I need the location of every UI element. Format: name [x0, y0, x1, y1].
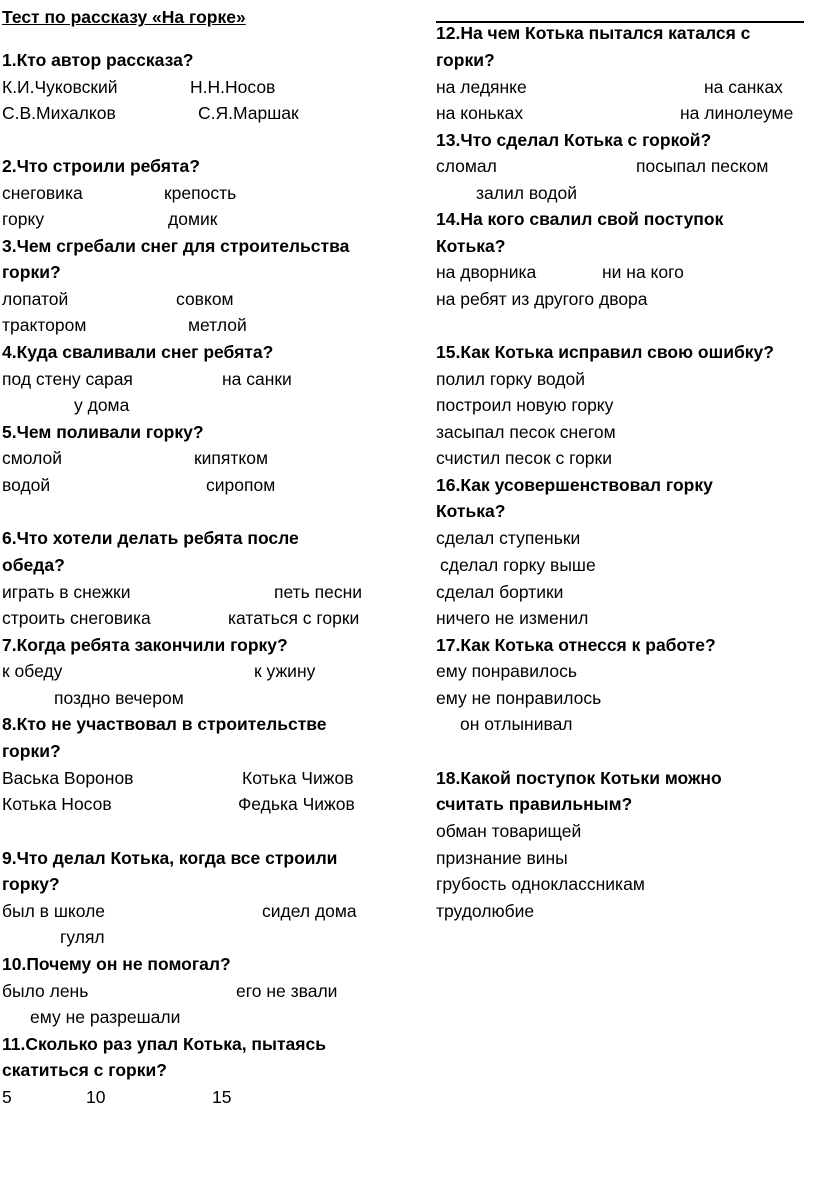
- answer-option: С.В.Михалков: [2, 103, 116, 123]
- answer-option: на коньках: [436, 103, 524, 123]
- question-text: 9.Что делал Котька, когда все строили: [2, 848, 338, 868]
- question-text: 17.Как Котька отнесся к работе?: [436, 635, 716, 655]
- question-text: 2.Что строили ребята?: [2, 156, 200, 176]
- question-text: горки?: [436, 50, 495, 70]
- answer-option: поздно вечером: [54, 688, 184, 708]
- answer-option: сделал ступеньки: [436, 528, 581, 548]
- question-text: 3.Чем сгребали снег для строительства: [2, 236, 350, 256]
- answer-option: под стену сарая: [2, 369, 133, 389]
- answer-option: 15: [212, 1087, 232, 1107]
- answer-option: посыпал песком: [636, 156, 769, 176]
- question-text: 13.Что сделал Котька с горкой?: [436, 130, 712, 150]
- answer-option: его не звали: [236, 981, 338, 1001]
- answer-option: у дома: [74, 395, 130, 415]
- answer-option: сделал горку выше: [440, 555, 596, 575]
- answer-option: ему не разрешали: [30, 1007, 181, 1027]
- question-text: 8.Кто не участвовал в строительстве: [2, 714, 327, 734]
- answer-option: на ребят из другого двора: [436, 289, 648, 309]
- answer-option: признание вины: [436, 848, 568, 868]
- question-text: 12.На чем Котька пытался катался с: [436, 23, 751, 43]
- question-text: 11.Сколько раз упал Котька, пытаясь: [2, 1034, 326, 1054]
- answer-option: лопатой: [2, 289, 69, 309]
- answer-option: крепость: [164, 183, 237, 203]
- answer-option: 10: [86, 1087, 106, 1107]
- answer-option: К.И.Чуковский: [2, 77, 118, 97]
- answer-option: Федька Чижов: [238, 794, 355, 814]
- answer-option: сломал: [436, 156, 497, 176]
- question-text: 14.На кого свалил свой поступок: [436, 209, 724, 229]
- answer-option: на санки: [222, 369, 292, 389]
- answer-option: залил водой: [476, 183, 577, 203]
- question-text: 7.Когда ребята закончили горку?: [2, 635, 288, 655]
- answer-option: на ледянке: [436, 77, 527, 97]
- answer-option: строить снеговика: [2, 608, 151, 628]
- answer-option: гулял: [60, 927, 105, 947]
- question-text: 6.Что хотели делать ребята после: [2, 528, 299, 548]
- question-text: горку?: [2, 874, 60, 894]
- answer-option: построил новую горку: [436, 395, 614, 415]
- answer-option: метлой: [188, 315, 247, 335]
- answer-option: ни на кого: [602, 262, 684, 282]
- answer-option: петь песни: [274, 582, 363, 602]
- answer-option: обман товарищей: [436, 821, 582, 841]
- answer-option: засыпал песок снегом: [436, 422, 616, 442]
- answer-option: кататься с горки: [228, 608, 360, 628]
- answer-option: сиропом: [206, 475, 276, 495]
- answer-option: 5: [2, 1087, 12, 1107]
- answer-option: к обеду: [2, 661, 63, 681]
- answer-option: играть в снежки: [2, 582, 131, 602]
- answer-option: трудолюбие: [436, 901, 535, 921]
- answer-option: на дворника: [436, 262, 537, 282]
- question-text: считать правильным?: [436, 794, 633, 814]
- question-text: 16.Как усовершенствовал горку: [436, 475, 713, 495]
- question-text: 18.Какой поступок Котьки можно: [436, 768, 722, 788]
- page-title: Тест по рассказу «На горке»: [2, 7, 246, 27]
- answer-option: горку: [2, 209, 45, 229]
- answer-option: грубость одноклассникам: [436, 874, 645, 894]
- answer-option: на линолеуме: [680, 103, 794, 123]
- answer-option: Васька Воронов: [2, 768, 134, 788]
- answer-option: ему понравилось: [436, 661, 577, 681]
- answer-option: водой: [2, 475, 51, 495]
- answer-option: Н.Н.Носов: [190, 77, 276, 97]
- answer-option: трактором: [2, 315, 87, 335]
- question-text: обеда?: [2, 555, 65, 575]
- answer-option: сидел дома: [262, 901, 357, 921]
- answer-option: был в школе: [2, 901, 106, 921]
- answer-option: было лень: [2, 981, 89, 1001]
- answer-option: к ужину: [254, 661, 316, 681]
- answer-option: совком: [176, 289, 234, 309]
- answer-option: он отлынивал: [460, 714, 573, 734]
- question-text: 15.Как Котька исправил свою ошибку?: [436, 342, 774, 362]
- answer-option: сделал бортики: [436, 582, 564, 602]
- question-text: 1.Кто автор рассказа?: [2, 50, 194, 70]
- question-text: 5.Чем поливали горку?: [2, 422, 204, 442]
- answer-option: полил горку водой: [436, 369, 585, 389]
- answer-option: на санках: [704, 77, 783, 97]
- answer-option: кипятком: [194, 448, 269, 468]
- answer-option: смолой: [2, 448, 63, 468]
- question-text: 10.Почему он не помогал?: [2, 954, 231, 974]
- answer-option: счистил песок с горки: [436, 448, 612, 468]
- answer-option: ему не понравилось: [436, 688, 602, 708]
- question-text: Котька?: [436, 236, 506, 256]
- answer-option: Котька Носов: [2, 794, 112, 814]
- question-text: горки?: [2, 262, 61, 282]
- question-text: скатиться с горки?: [2, 1060, 167, 1080]
- answer-option: снеговика: [2, 183, 83, 203]
- answer-option: С.Я.Маршак: [198, 103, 299, 123]
- answer-option: домик: [168, 209, 218, 229]
- question-text: Котька?: [436, 501, 506, 521]
- answer-option: ничего не изменил: [436, 608, 589, 628]
- question-text: горки?: [2, 741, 61, 761]
- question-text: 4.Куда сваливали снег ребята?: [2, 342, 274, 362]
- answer-option: Котька Чижов: [242, 768, 354, 788]
